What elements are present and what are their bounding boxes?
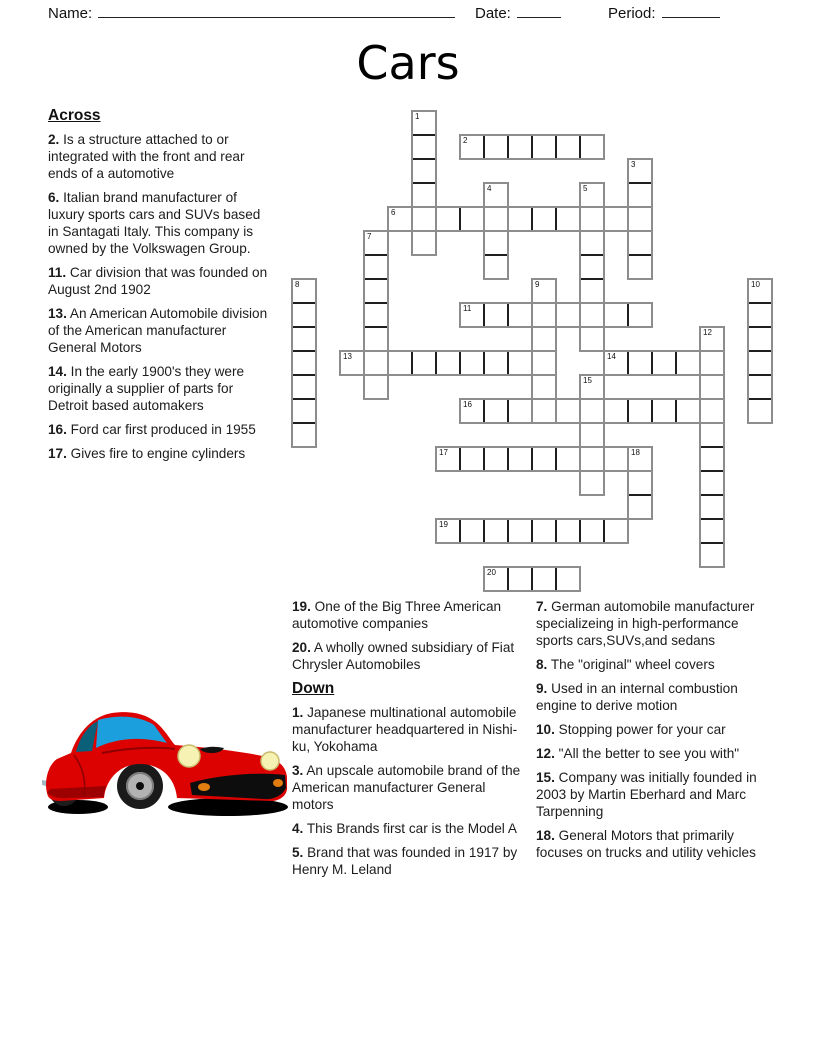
cell-number: 17	[439, 448, 448, 457]
grid-cell[interactable]	[531, 326, 557, 352]
grid-cell[interactable]	[291, 374, 317, 400]
middle-clues-column	[292, 598, 523, 885]
grid-cell[interactable]	[651, 398, 677, 424]
grid-cell[interactable]	[747, 350, 773, 376]
grid-cell[interactable]	[675, 350, 701, 376]
clue-across-20: 20. A wholly owned subsidiary of Fiat Chrysler Automobiles	[292, 640, 515, 672]
grid-cell[interactable]	[339, 350, 365, 376]
grid-cell[interactable]	[579, 326, 605, 352]
grid-cell[interactable]	[603, 398, 629, 424]
grid-cell[interactable]	[483, 350, 509, 376]
grid-cell[interactable]	[627, 398, 653, 424]
grid-cell[interactable]	[531, 518, 557, 544]
grid-cell[interactable]	[483, 182, 509, 208]
grid-cell[interactable]	[411, 158, 437, 184]
grid-cell[interactable]	[363, 230, 389, 256]
grid-cell[interactable]	[699, 350, 725, 376]
grid-cell[interactable]	[507, 518, 533, 544]
grid-cell[interactable]	[363, 278, 389, 304]
across-clue-list	[48, 131, 274, 462]
grid-cell[interactable]	[387, 350, 413, 376]
grid-cell[interactable]	[531, 566, 557, 592]
grid-cell[interactable]	[675, 398, 701, 424]
grid-cell[interactable]	[459, 134, 485, 160]
date-field-group	[475, 4, 561, 22]
grid-cell[interactable]	[459, 302, 485, 328]
grid-cell[interactable]	[291, 278, 317, 304]
grid-cell[interactable]	[555, 566, 581, 592]
grid-cell[interactable]	[627, 470, 653, 496]
grid-cell[interactable]	[627, 254, 653, 280]
clue-across-13: 13. An American Automobile division of the American manufacturer General Motors	[48, 306, 268, 355]
across-clues-column	[48, 107, 274, 469]
grid-cell[interactable]	[531, 398, 557, 424]
grid-cell[interactable]	[627, 158, 653, 184]
grid-cell[interactable]	[555, 134, 581, 160]
grid-cell[interactable]	[555, 446, 581, 472]
cell-number: 9	[535, 280, 540, 289]
grid-cell[interactable]	[483, 518, 509, 544]
grid-cell[interactable]	[507, 446, 533, 472]
clue-across-11: 11. Car division that was founded on August 2nd 1902	[48, 265, 268, 297]
grid-cell[interactable]	[555, 206, 581, 232]
grid-cell[interactable]	[435, 518, 461, 544]
date-blank-line[interactable]	[517, 4, 561, 18]
across-heading: Across	[48, 107, 101, 124]
grid-cell[interactable]	[699, 446, 725, 472]
grid-cell[interactable]	[627, 182, 653, 208]
cell-number: 4	[487, 184, 492, 193]
cell-number: 14	[607, 352, 616, 361]
grid-cell[interactable]	[579, 134, 605, 160]
grid-cell[interactable]	[627, 350, 653, 376]
grid-cell[interactable]	[507, 134, 533, 160]
grid-cell[interactable]	[699, 374, 725, 400]
grid-cell[interactable]	[579, 206, 605, 232]
cell-number: 15	[583, 376, 592, 385]
grid-cell[interactable]	[483, 230, 509, 256]
grid-cell[interactable]	[579, 182, 605, 208]
cell-number: 1	[415, 112, 420, 121]
grid-cell[interactable]	[603, 206, 629, 232]
grid-cell[interactable]	[555, 518, 581, 544]
across-clue-list-continued	[292, 598, 523, 673]
grid-cell[interactable]	[627, 446, 653, 472]
period-blank-line[interactable]	[662, 4, 720, 18]
crossword-grid	[291, 110, 773, 592]
grid-cell[interactable]	[483, 206, 509, 232]
grid-cell[interactable]	[747, 278, 773, 304]
grid-cell[interactable]	[603, 518, 629, 544]
cell-number: 3	[631, 160, 636, 169]
grid-cell[interactable]	[699, 470, 725, 496]
red-car-illustration	[40, 703, 292, 839]
clue-down-4: 4. This Brands first car is the Model A	[292, 821, 517, 836]
cell-number: 16	[463, 400, 472, 409]
cell-number: 13	[343, 352, 352, 361]
clue-down-8: 8. The "original" wheel covers	[536, 657, 715, 672]
grid-cell[interactable]	[459, 206, 485, 232]
grid-cell[interactable]	[483, 566, 509, 592]
grid-cell[interactable]	[291, 326, 317, 352]
down-heading: Down	[292, 680, 335, 697]
grid-cell[interactable]	[507, 398, 533, 424]
grid-cell[interactable]	[363, 326, 389, 352]
car-fog-light	[273, 779, 283, 787]
grid-cell[interactable]	[483, 446, 509, 472]
grid-cell[interactable]	[579, 374, 605, 400]
cell-number: 6	[391, 208, 396, 217]
down-clue-list	[292, 704, 523, 878]
grid-cell[interactable]	[483, 134, 509, 160]
grid-cell[interactable]	[579, 422, 605, 448]
cell-number: 8	[295, 280, 300, 289]
grid-cell[interactable]	[579, 518, 605, 544]
grid-cell[interactable]	[531, 134, 557, 160]
grid-cell[interactable]	[579, 470, 605, 496]
grid-cell[interactable]	[507, 206, 533, 232]
down-clue-list-continued	[536, 598, 774, 861]
grid-cell[interactable]	[699, 422, 725, 448]
clue-down-18: 18. General Motors that primarily focuses on trucks and utility vehicles	[536, 828, 756, 860]
clue-across-16: 16. Ford car first produced in 1955	[48, 422, 256, 437]
grid-cell[interactable]	[291, 398, 317, 424]
car-headlight	[261, 752, 279, 770]
clue-across-19: 19. One of the Big Three American automotive companies	[292, 599, 502, 631]
grid-cell[interactable]	[699, 398, 725, 424]
grid-cell[interactable]	[435, 206, 461, 232]
grid-cell[interactable]	[747, 326, 773, 352]
puzzle-title: Cars	[356, 36, 460, 90]
cell-number: 11	[463, 304, 472, 313]
grid-cell[interactable]	[411, 206, 437, 232]
grid-cell[interactable]	[291, 422, 317, 448]
grid-cell[interactable]	[699, 542, 725, 568]
grid-cell[interactable]	[483, 254, 509, 280]
car-headlight	[178, 745, 200, 767]
grid-cell[interactable]	[531, 350, 557, 376]
grid-cell[interactable]	[579, 230, 605, 256]
cell-number: 2	[463, 136, 468, 145]
grid-cell[interactable]	[411, 134, 437, 160]
grid-cell[interactable]	[459, 446, 485, 472]
cell-number: 7	[367, 232, 372, 241]
clue-across-6: 6. Italian brand manufacturer of luxury sports cars and SUVs based in Santagati Italy. This company is owned by the Volkswagen Group.	[48, 190, 261, 256]
grid-cell[interactable]	[579, 398, 605, 424]
name-blank-line[interactable]	[98, 4, 455, 18]
grid-cell[interactable]	[531, 206, 557, 232]
grid-cell[interactable]	[291, 302, 317, 328]
grid-cell[interactable]	[555, 302, 581, 328]
grid-cell[interactable]	[699, 326, 725, 352]
grid-cell[interactable]	[483, 398, 509, 424]
grid-cell[interactable]	[411, 182, 437, 208]
clue-down-9: 9. Used in an internal combustion engine to derive motion	[536, 681, 738, 713]
grid-cell[interactable]	[651, 350, 677, 376]
grid-cell[interactable]	[579, 254, 605, 280]
period-label: Period:	[608, 5, 656, 22]
grid-cell[interactable]	[699, 494, 725, 520]
clue-down-5: 5. Brand that was founded in 1917 by Henry M. Leland	[292, 845, 518, 877]
grid-cell[interactable]	[459, 350, 485, 376]
cell-number: 10	[751, 280, 760, 289]
car-fog-light	[198, 783, 210, 791]
grid-cell[interactable]	[507, 350, 533, 376]
grid-cell[interactable]	[435, 446, 461, 472]
cell-number: 12	[703, 328, 712, 337]
grid-cell[interactable]	[507, 302, 533, 328]
grid-cell[interactable]	[459, 398, 485, 424]
grid-cell[interactable]	[531, 374, 557, 400]
grid-cell[interactable]	[603, 302, 629, 328]
grid-cell[interactable]	[363, 374, 389, 400]
clue-down-1: 1. Japanese multinational automobile manufacturer headquartered in Nishi-ku, Yokohama	[292, 705, 518, 754]
grid-cell[interactable]	[699, 518, 725, 544]
grid-cell[interactable]	[603, 350, 629, 376]
cell-number: 19	[439, 520, 448, 529]
right-clues-column	[536, 598, 774, 868]
cell-number: 20	[487, 568, 496, 577]
grid-cell[interactable]	[531, 446, 557, 472]
date-label: Date:	[475, 5, 511, 22]
grid-cell[interactable]	[411, 350, 437, 376]
clue-down-15: 15. Company was initially founded in 2003 by Martin Eberhard and Marc Tarpenning	[536, 770, 757, 819]
grid-cell[interactable]	[411, 110, 437, 136]
clue-down-3: 3. An upscale automobile brand of the American manufacturer General motors	[292, 763, 521, 812]
grid-cell[interactable]	[627, 494, 653, 520]
cell-number: 5	[583, 184, 588, 193]
clue-across-2: 2. Is a structure attached to or integrated with the front and rear ends of a automotive	[48, 132, 245, 181]
grid-cell[interactable]	[363, 350, 389, 376]
grid-cell[interactable]	[459, 518, 485, 544]
clue-across-14: 14. In the early 1900's they were originally a supplier of parts for Detroit based automakers	[48, 364, 245, 413]
grid-cell[interactable]	[507, 566, 533, 592]
grid-cell[interactable]	[603, 446, 629, 472]
clue-down-12: 12. "All the better to see you with"	[536, 746, 740, 761]
clue-down-7: 7. German automobile manufacturer specializeing in high-performance sports cars,SUVs,and sedans	[536, 599, 755, 648]
grid-cell[interactable]	[435, 350, 461, 376]
grid-cell[interactable]	[363, 302, 389, 328]
grid-cell[interactable]	[531, 302, 557, 328]
grid-cell[interactable]	[627, 230, 653, 256]
grid-cell[interactable]	[363, 254, 389, 280]
grid-cell[interactable]	[579, 278, 605, 304]
grid-cell[interactable]	[627, 206, 653, 232]
name-field-group	[48, 4, 455, 22]
grid-cell[interactable]	[411, 230, 437, 256]
period-field-group	[608, 4, 720, 22]
grid-cell[interactable]	[483, 302, 509, 328]
grid-cell[interactable]	[747, 302, 773, 328]
clue-across-17: 17. Gives fire to engine cylinders	[48, 446, 246, 461]
clue-down-10: 10. Stopping power for your car	[536, 722, 726, 737]
car-front-wheel	[126, 772, 154, 800]
grid-cell[interactable]	[747, 374, 773, 400]
grid-cell[interactable]	[555, 398, 581, 424]
cell-number: 18	[631, 448, 640, 457]
grid-cell[interactable]	[531, 278, 557, 304]
grid-cell[interactable]	[579, 302, 605, 328]
grid-cell[interactable]	[579, 446, 605, 472]
name-label: Name:	[48, 5, 93, 22]
grid-cell[interactable]	[627, 302, 653, 328]
grid-cell[interactable]	[747, 398, 773, 424]
grid-cell[interactable]	[387, 206, 413, 232]
grid-cell[interactable]	[291, 350, 317, 376]
